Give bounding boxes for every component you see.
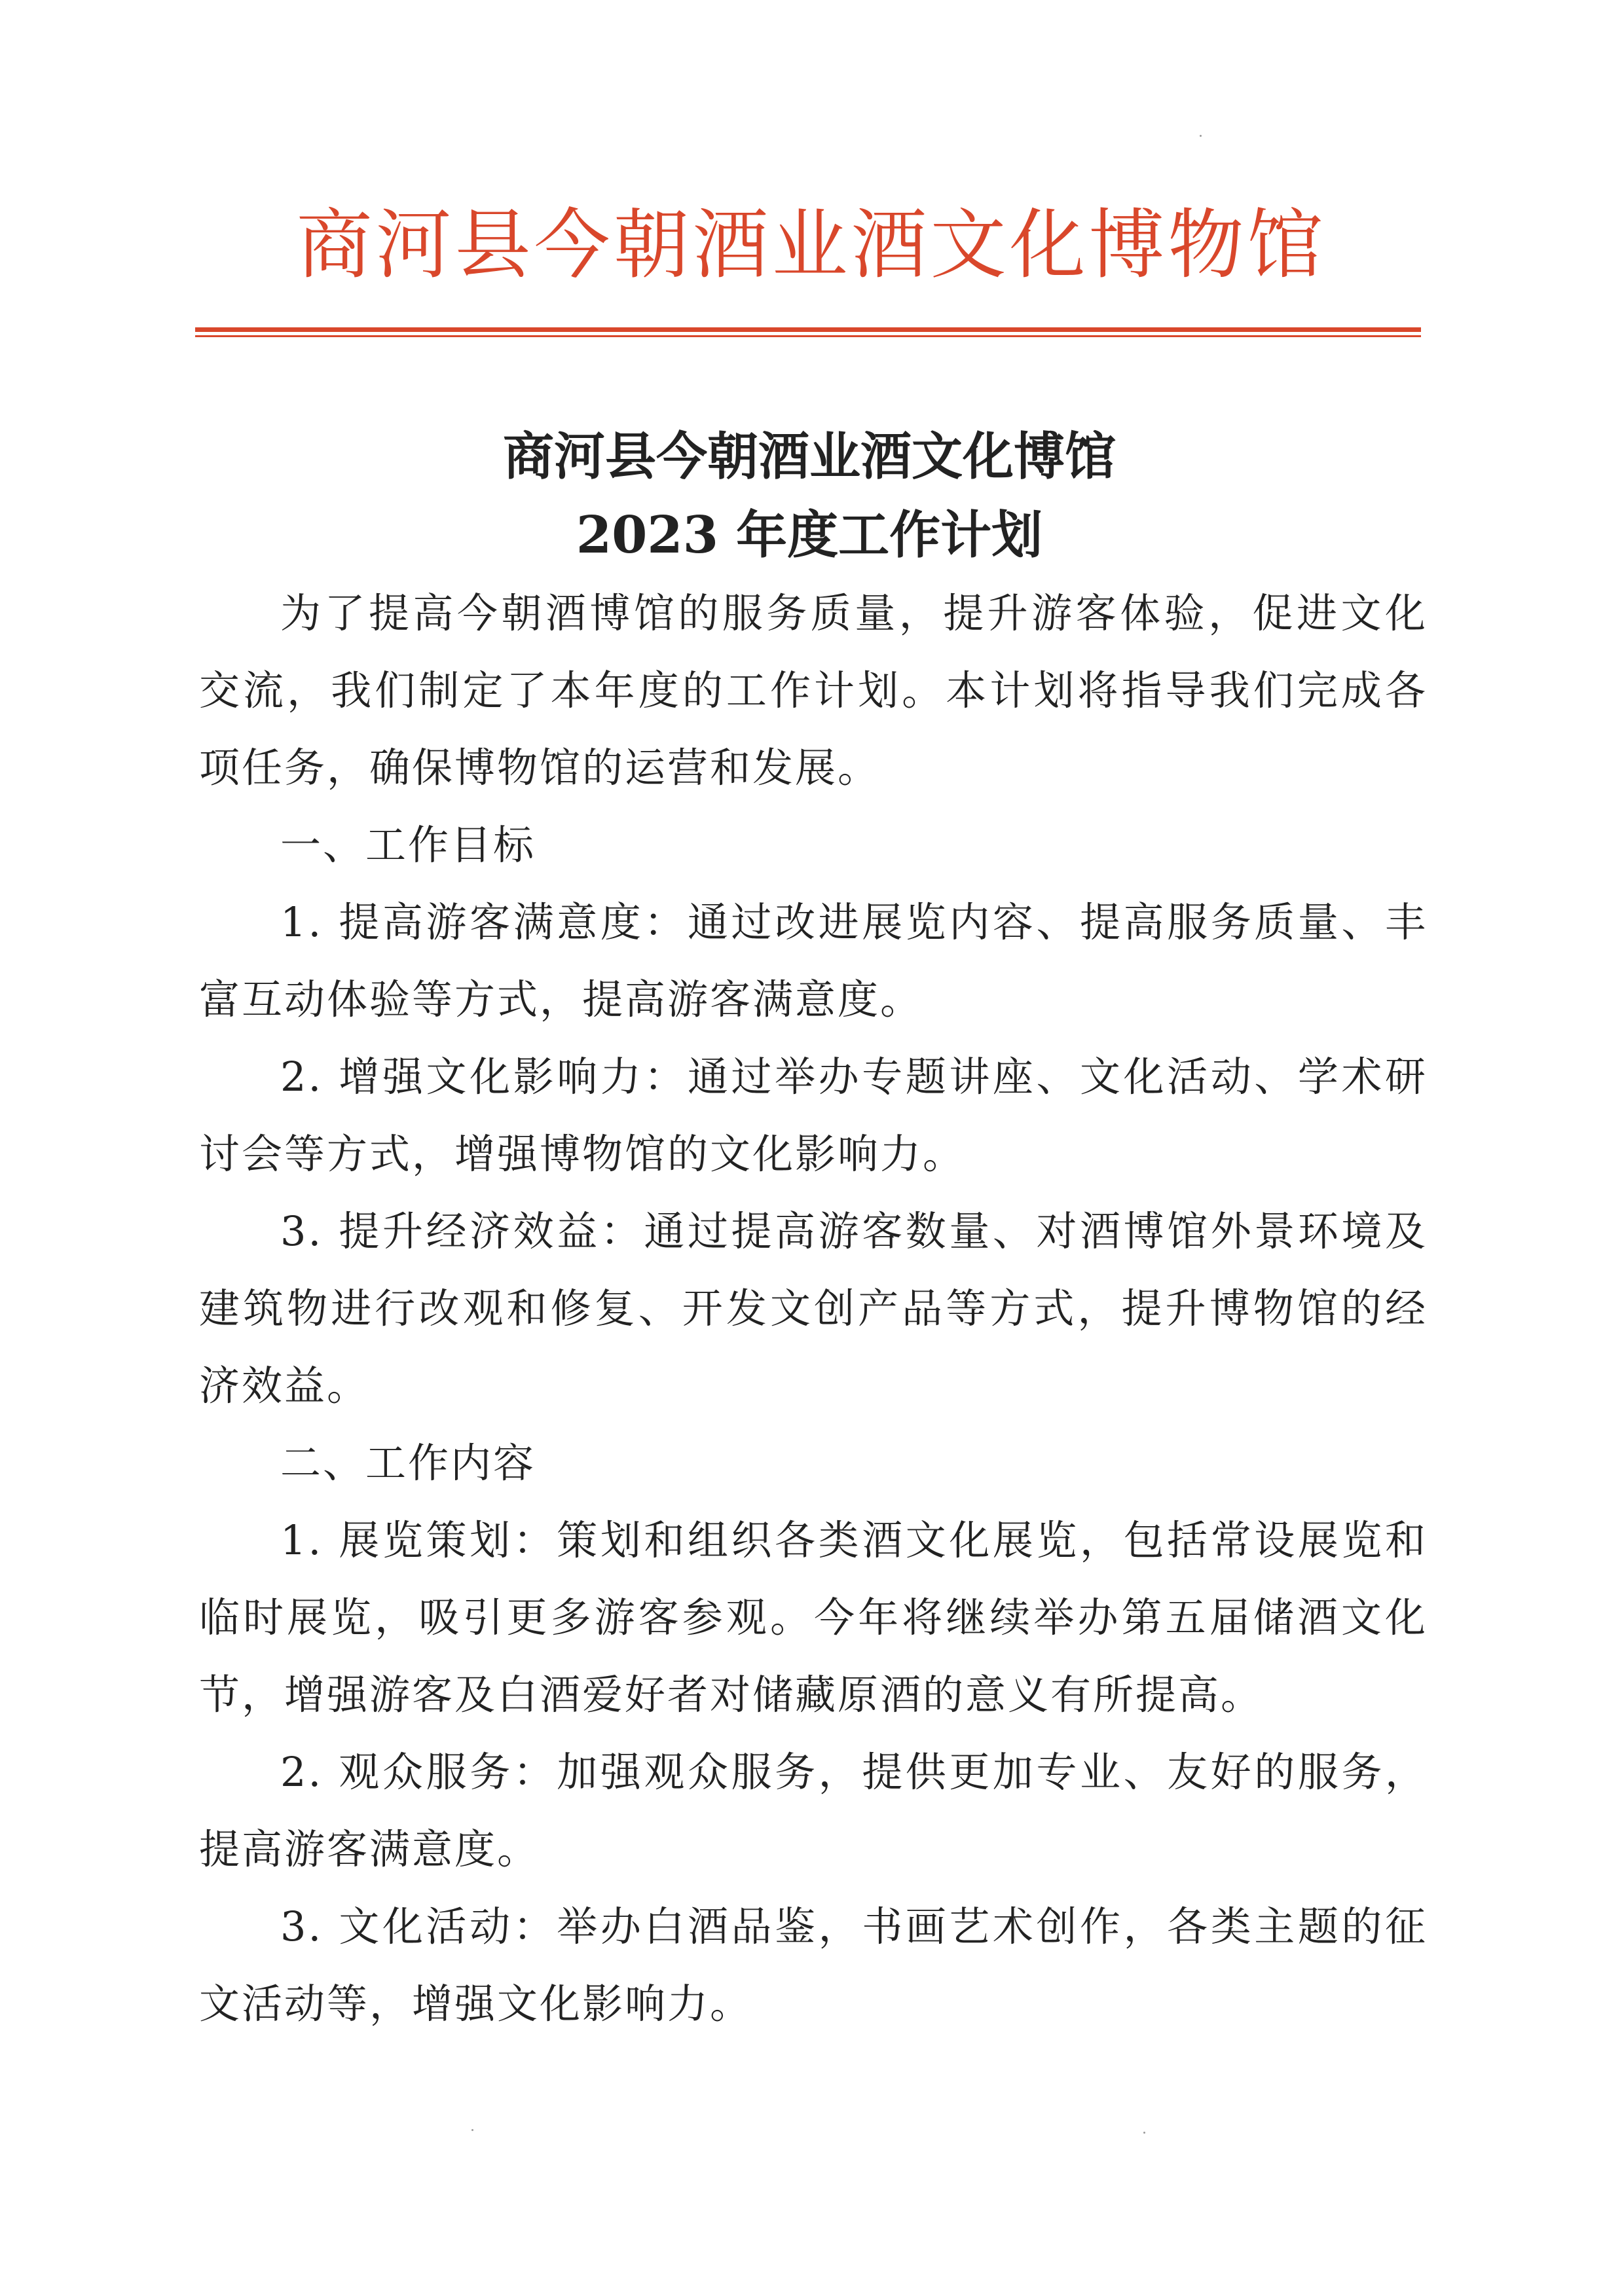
section-heading-content: 二、工作内容 [280,1439,536,1487]
letterhead-red-rule [195,327,1421,339]
goal-item: 2. 增强文化影响力：通过举办专题讲座、文化活动、学术研讨会等方式，增强博物馆的文化影响力。 [199,1053,1428,1178]
letterhead-rule-thick [195,327,1421,332]
scan-speck [471,2129,473,2131]
intro-paragraph: 为了提高今朝酒博馆的服务质量，提升游客体验，促进文化交流，我们制定了本年度的工作计划。本计划将指导我们完成各项任务，确保博物馆的运营和发展。 [199,589,1428,792]
section-heading-goals: 一、工作目标 [280,821,536,869]
content-item: 3. 文化活动：举办白酒品鉴，书画艺术创作，各类主题的征文活动等，增强文化影响力。 [199,1903,1428,2028]
content-item: 2. 观众服务：加强观众服务，提供更加专业、友好的服务，提高游客满意度。 [199,1748,1428,1873]
document-body [199,575,1428,2043]
letterhead-rule-thin [195,335,1421,337]
content-item: 1. 展览策划：策划和组织各类酒文化展览，包括常设展览和临时展览，吸引更多游客参观。今年将继续举办第五届储酒文化节，增强游客及白酒爱好者对储藏原酒的意义有所提高。 [199,1516,1428,1719]
document-title-line1: 商河县今朝酒业酒文化博馆 [502,427,1116,486]
goal-item: 3. 提升经济效益：通过提高游客数量、对酒博馆外景环境及建筑物进行改观和修复、开发文创产品等方式，提升博物馆的经济效益。 [199,1207,1428,1410]
letterhead-org-name: 商河县今朝酒业酒文化博物馆 [296,201,1327,289]
goal-item: 1. 提高游客满意度：通过改进展览内容、提高服务质量、丰富互动体验等方式，提高游客满意度。 [199,898,1428,1023]
scan-speck [1200,135,1202,137]
scan-speck [1143,2132,1145,2134]
document-title-line2: 2023 年度工作计划 [576,505,1043,565]
document-title [195,418,1424,575]
